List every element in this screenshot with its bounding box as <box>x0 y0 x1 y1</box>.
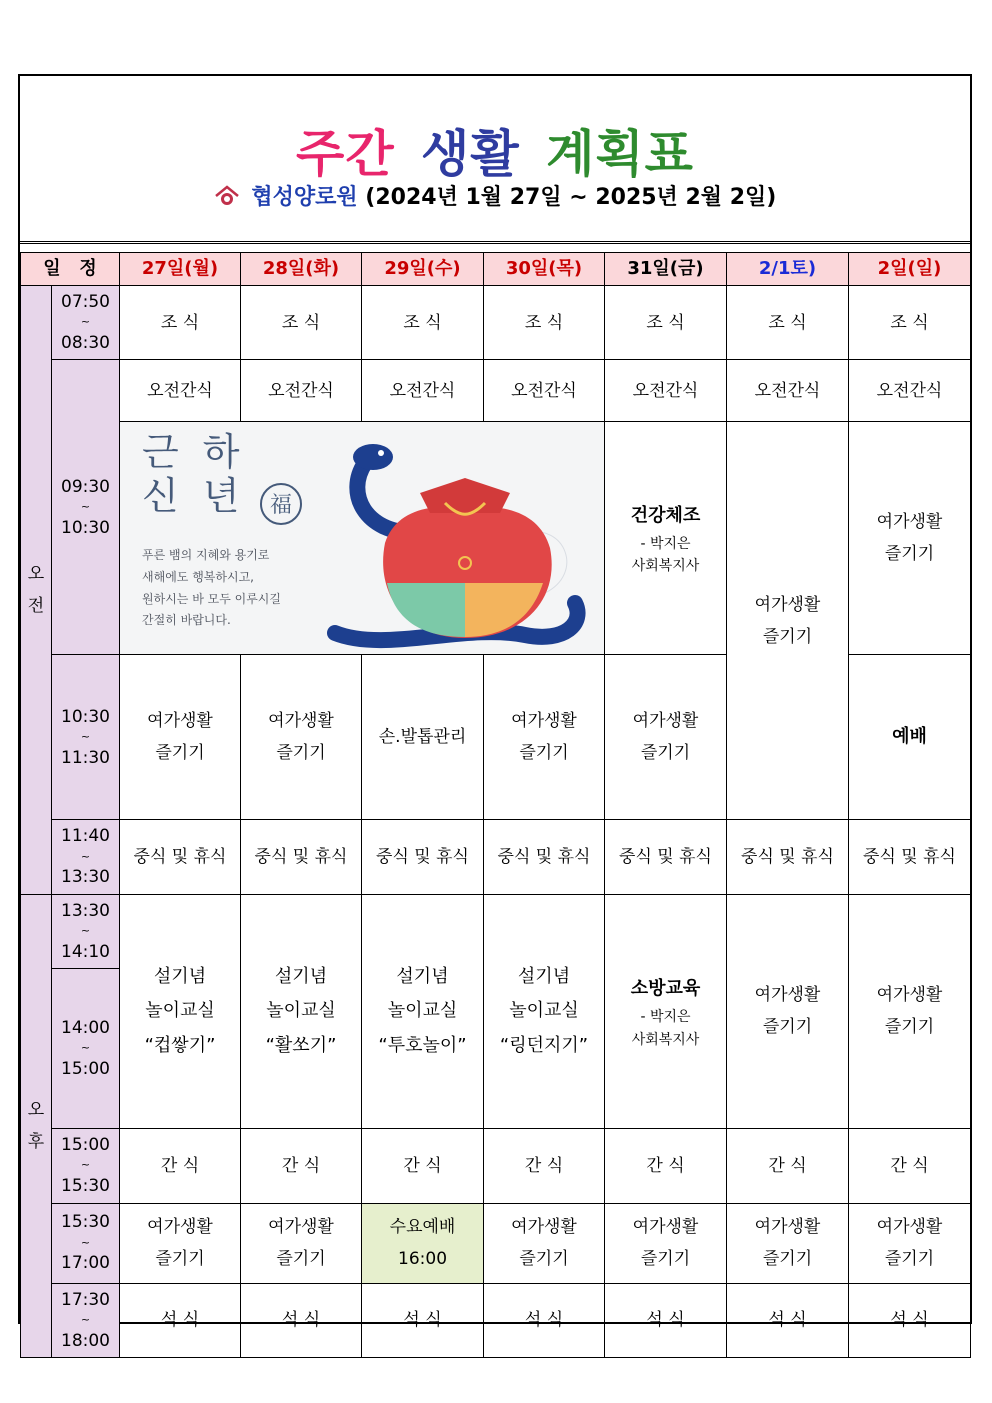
fire-training-name: 소방교육 <box>630 977 701 999</box>
cell-seol-game <box>484 894 605 1128</box>
cell-leisure <box>727 422 849 820</box>
schedule-header-cell: 일 정 <box>21 253 120 286</box>
cell-breakfast: 조 식 <box>362 286 484 360</box>
table-row <box>21 894 971 968</box>
time-end: 14:10 <box>61 941 110 962</box>
seol-game-name: “투호놀이” <box>378 1034 467 1056</box>
title-part-weekly: 주간 <box>296 125 395 183</box>
leisure-line: 여가생활 <box>876 1216 943 1237</box>
cell-dinner: 석 식 <box>605 1283 727 1357</box>
cell-am-snack: 오전간식 <box>362 360 484 422</box>
cell-leisure <box>120 655 241 820</box>
exercise-name: 건강체조 <box>630 504 701 526</box>
table-row <box>21 1129 971 1203</box>
cell-breakfast: 조 식 <box>120 286 241 360</box>
time-cell <box>52 1283 120 1357</box>
leisure-line: 여가생활 <box>147 711 213 732</box>
snake-lucky-bag-illustration <box>325 423 595 653</box>
period-char: 후 <box>27 1131 45 1152</box>
day-header: 28일(화) <box>241 253 362 286</box>
cell-lunch: 중식 및 휴식 <box>241 820 362 894</box>
cell-pm-snack: 간 식 <box>241 1129 362 1203</box>
cell-leisure <box>241 655 362 820</box>
wed-worship-time: 16:00 <box>398 1249 448 1270</box>
cell-breakfast: 조 식 <box>484 286 605 360</box>
time-cell <box>52 1203 120 1283</box>
leisure-line: 즐기기 <box>762 626 813 647</box>
time-end: 08:30 <box>61 333 110 354</box>
time-cell <box>52 360 120 655</box>
cell-breakfast: 조 식 <box>605 286 727 360</box>
table-row <box>21 1203 971 1283</box>
time-start: 07:50 <box>61 292 110 312</box>
day-header: 30일(목) <box>484 253 605 286</box>
time-end: 11:30 <box>61 747 110 768</box>
banner-greeting-line: 근 하 <box>142 430 246 475</box>
cell-leisure <box>849 422 971 655</box>
cell-leisure <box>727 894 849 1128</box>
leisure-line: 즐기기 <box>884 544 935 565</box>
time-cell <box>52 969 120 1129</box>
time-end: 18:00 <box>61 1330 110 1351</box>
seol-line: 놀이교실 <box>387 1000 458 1022</box>
cell-fire-training <box>605 894 727 1128</box>
table-row <box>21 820 971 894</box>
leisure-line: 여가생활 <box>632 711 699 732</box>
cell-leisure <box>849 1203 971 1283</box>
time-end: 15:00 <box>61 1059 110 1080</box>
time-tilde: ~ <box>80 315 91 329</box>
cell-breakfast: 조 식 <box>849 286 971 360</box>
time-end: 10:30 <box>61 517 110 538</box>
banner-message-line: 간절히 바랍니다. <box>142 613 231 628</box>
seol-line: 설기념 <box>396 966 449 988</box>
cell-leisure <box>605 1203 727 1283</box>
time-cell <box>52 1129 120 1203</box>
wed-worship-name: 수요예배 <box>389 1216 456 1237</box>
cell-am-snack: 오전간식 <box>241 360 362 422</box>
leisure-line: 즐기기 <box>519 743 569 764</box>
title-part-life: 생활 <box>421 125 520 183</box>
cell-pm-snack: 간 식 <box>120 1129 241 1203</box>
time-start: 15:00 <box>61 1135 110 1156</box>
cell-am-snack: 오전간식 <box>849 360 971 422</box>
time-start: 13:30 <box>61 900 110 921</box>
time-end: 17:00 <box>61 1253 110 1274</box>
time-tilde: ~ <box>80 1312 91 1326</box>
fortune-char: 福 <box>270 493 293 519</box>
time-start: 09:30 <box>61 476 110 497</box>
cell-leisure <box>727 1203 849 1283</box>
seol-line: 설기념 <box>153 966 207 988</box>
cell-lunch: 중식 및 휴식 <box>362 820 484 894</box>
leisure-line: 여가생활 <box>147 1216 213 1237</box>
cell-dinner: 석 식 <box>727 1283 849 1357</box>
seol-line: 놀이교실 <box>266 1000 336 1022</box>
period-char: 오 <box>27 563 45 584</box>
fire-training-leader-title: 사회복지사 <box>631 1031 700 1048</box>
cell-lunch: 중식 및 휴식 <box>120 820 241 894</box>
time-cell <box>52 820 120 894</box>
cell-dinner: 석 식 <box>849 1283 971 1357</box>
day-header: 27일(월) <box>120 253 241 286</box>
cell-leisure <box>241 1203 362 1283</box>
cell-pm-snack: 간 식 <box>605 1129 727 1203</box>
day-header: 31일(금) <box>605 253 727 286</box>
schedule-document <box>18 74 972 1351</box>
leisure-line: 여가생활 <box>511 711 577 732</box>
cell-breakfast: 조 식 <box>241 286 362 360</box>
exercise-leader-title: 사회복지사 <box>631 558 700 575</box>
cell-seol-game <box>120 894 241 1128</box>
leisure-line: 즐기기 <box>762 1249 813 1270</box>
day-header: 29일(수) <box>362 253 484 286</box>
document-header <box>20 76 970 244</box>
cell-am-snack: 오전간식 <box>120 360 241 422</box>
cell-dinner: 석 식 <box>484 1283 605 1357</box>
seol-line: 놀이교실 <box>145 1000 215 1022</box>
day-header: 2/1토) <box>727 253 849 286</box>
leisure-line: 즐기기 <box>640 743 691 764</box>
leisure-line: 여가생활 <box>876 985 943 1006</box>
org-name: 협성양로원 <box>251 185 358 210</box>
cell-lunch: 중식 및 휴식 <box>727 820 849 894</box>
house-logo-icon <box>214 185 240 207</box>
subtitle <box>20 180 970 211</box>
cell-leisure <box>484 1203 605 1283</box>
banner-message-line: 푸른 뱀의 지혜와 용기로 <box>142 548 270 563</box>
leisure-line: 즐기기 <box>519 1249 569 1270</box>
leisure-line: 여가생활 <box>754 1216 821 1237</box>
seol-line: 설기념 <box>274 966 328 988</box>
seol-game-name: “활쏘기” <box>265 1034 337 1056</box>
seol-line: 설기념 <box>517 966 571 988</box>
cell-dinner: 석 식 <box>120 1283 241 1357</box>
table-row <box>21 422 971 655</box>
cell-leisure <box>605 655 727 820</box>
period-am <box>21 286 52 895</box>
cell-nail-care: 손.발톱관리 <box>362 655 484 820</box>
time-tilde: ~ <box>80 1158 91 1172</box>
fortune-seal-icon <box>258 481 304 527</box>
fire-training-leader: - 박지은 <box>640 1009 691 1026</box>
header-row <box>21 253 971 286</box>
time-start: 11:40 <box>61 826 110 847</box>
time-end: 13:30 <box>61 867 110 888</box>
cell-am-snack: 오전간식 <box>727 360 849 422</box>
cell-seol-game <box>241 894 362 1128</box>
cell-lunch: 중식 및 휴식 <box>484 820 605 894</box>
cell-lunch: 중식 및 휴식 <box>849 820 971 894</box>
time-start: 15:30 <box>61 1212 110 1233</box>
cell-worship: 예배 <box>849 655 971 820</box>
leisure-line: 여가생활 <box>876 512 943 533</box>
table-row <box>21 286 971 360</box>
time-cell <box>52 655 120 820</box>
leisure-line: 여가생활 <box>754 985 821 1006</box>
schedule-table <box>20 252 971 1358</box>
leisure-line: 즐기기 <box>640 1249 691 1270</box>
period-char: 전 <box>27 595 45 616</box>
period-char: 오 <box>27 1099 45 1120</box>
leisure-line: 즐기기 <box>276 743 326 764</box>
time-start: 17:30 <box>61 1289 110 1310</box>
day-header: 2일(일) <box>849 253 971 286</box>
leisure-line: 여가생활 <box>754 594 821 615</box>
leisure-line: 즐기기 <box>276 1249 326 1270</box>
cell-seol-game <box>362 894 484 1128</box>
banner-image <box>120 423 604 653</box>
cell-pm-snack: 간 식 <box>484 1129 605 1203</box>
leisure-line: 여가생활 <box>632 1216 699 1237</box>
time-tilde: ~ <box>80 924 91 938</box>
time-tilde: ~ <box>80 849 91 863</box>
seol-game-name: “링던지기” <box>499 1034 589 1056</box>
time-end: 15:30 <box>61 1176 110 1197</box>
banner-message-line: 원하시는 바 모두 이루시길 <box>142 591 281 606</box>
cell-lunch: 중식 및 휴식 <box>605 820 727 894</box>
time-start: 10:30 <box>61 706 110 727</box>
table-row <box>21 1283 971 1357</box>
cell-am-snack: 오전간식 <box>605 360 727 422</box>
time-cell <box>52 894 120 968</box>
cell-am-snack: 오전간식 <box>484 360 605 422</box>
cell-pm-snack: 간 식 <box>727 1129 849 1203</box>
cell-exercise <box>605 422 727 655</box>
leisure-line: 여가생활 <box>268 711 334 732</box>
banner-greeting <box>142 431 246 518</box>
time-tilde: ~ <box>80 499 91 513</box>
cell-pm-snack: 간 식 <box>849 1129 971 1203</box>
cell-leisure <box>484 655 605 820</box>
leisure-line: 즐기기 <box>762 1017 813 1038</box>
time-tilde: ~ <box>80 1041 91 1055</box>
seol-game-name: “컵쌓기” <box>144 1034 216 1056</box>
time-start: 14:00 <box>61 1017 110 1038</box>
exercise-leader: - 박지은 <box>640 536 691 553</box>
leisure-line: 즐기기 <box>884 1017 935 1038</box>
leisure-line: 즐기기 <box>155 1249 205 1270</box>
time-tilde: ~ <box>80 729 91 743</box>
cell-leisure <box>120 1203 241 1283</box>
new-year-banner <box>120 422 605 655</box>
banner-message <box>142 545 281 631</box>
time-cell <box>52 286 120 360</box>
leisure-line: 여가생활 <box>268 1216 334 1237</box>
cell-pm-snack: 간 식 <box>362 1129 484 1203</box>
banner-greeting-line: 신 년 <box>142 474 246 519</box>
table-row <box>21 360 971 422</box>
period-pm <box>21 894 52 1357</box>
banner-message-line: 새해에도 행복하시고, <box>142 569 254 584</box>
time-tilde: ~ <box>80 1235 91 1249</box>
leisure-line: 즐기기 <box>884 1249 935 1270</box>
page-title <box>20 114 970 186</box>
cell-wednesday-worship <box>362 1203 484 1283</box>
cell-dinner: 석 식 <box>362 1283 484 1357</box>
date-range: (2024년 1월 27일 ~ 2025년 2월 2일) <box>365 185 777 210</box>
cell-dinner: 석 식 <box>241 1283 362 1357</box>
title-part-plan: 계획표 <box>546 125 694 183</box>
cell-leisure <box>849 894 971 1128</box>
leisure-line: 여가생활 <box>511 1216 577 1237</box>
seol-line: 놀이교실 <box>509 1000 579 1022</box>
cell-breakfast: 조 식 <box>727 286 849 360</box>
leisure-line: 즐기기 <box>155 743 205 764</box>
